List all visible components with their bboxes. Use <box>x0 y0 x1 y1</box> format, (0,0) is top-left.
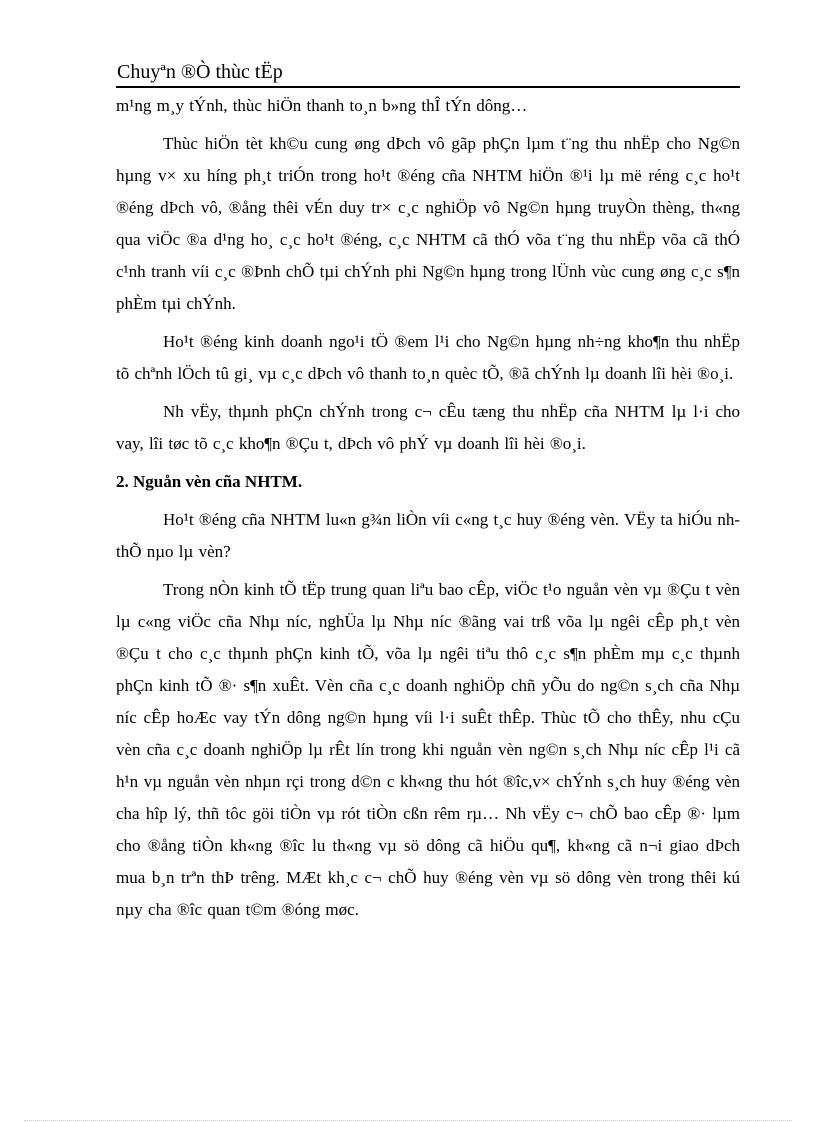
page-bottom-divider <box>24 1120 792 1121</box>
header-title: Chuyªn ®Ò thùc tËp <box>117 61 283 83</box>
paragraph-income-summary: Nh vËy, thµnh phÇn chÝnh trong c¬ cÊu tæng thu nhËp cña NHTM lµ l·i cho vay, lîi tøc tõ c¸c kho¶n ®Çu t, dÞch vô phÝ vµ doanh lîi hèi ®o¸i. <box>116 402 740 453</box>
paragraph-continuation: m¹ng m¸y tÝnh, thùc hiÖn thanh to¸n b»ng thÎ tÝn dông… <box>116 96 528 115</box>
paragraph-capital-intro: Ho¹t ®éng cña NHTM lu«n g¾n liÒn víi c«ng t¸c huy ®éng vèn. VËy ta hiÓu nh thÕ nµo lµ vèn? <box>116 510 740 561</box>
paragraph-services: Thùc hiÖn tèt kh©u cung øng dÞch vô gãp phÇn lµm t¨ng thu nhËp cho Ng©n hµng v× xu híng ph¸t triÓn trong ho¹t ®éng cña NHTM hiÖn ®¹i lµ më réng c¸c ho¹t ®éng dÞch vô, ®ång thêi vÉn duy tr× c¸c nghiÖp vô Ng©n hµng truyÒn thèng, th«ng qua viÖc ®a d¹ng ho¸ c¸c ho¹t ®éng, c¸c NHTM cã thÓ võa t¨ng thu nhËp võa cã thÓ c¹nh tranh víi c¸c ®Þnh chÕ tµi chÝnh phi Ng©n hµng trong lÜnh vùc cung øng c¸c s¶n phÈm tµi chÝnh. <box>116 134 740 313</box>
document-body <box>116 90 740 926</box>
paragraph-foreign-exchange: Ho¹t ®éng kinh doanh ngo¹i tÖ ®em l¹i cho Ng©n hµng nh÷ng kho¶n thu nhËp tõ chªnh lÖch tû gi¸ vµ c¸c dÞch vô thanh to¸n quèc tÕ, ®ã chÝnh lµ doanh lîi hèi ®o¸i. <box>116 332 740 383</box>
page-header <box>116 54 740 88</box>
paragraph-planned-economy: Trong nÒn kinh tÕ tËp trung quan liªu bao cÊp, viÖc t¹o nguån vèn vµ ®Çu t vèn lµ c«ng viÖc cña Nhµ níc, nghÜa lµ Nhµ níc ®ãng vai trß võa lµ ngêi cÊp ph¸t vèn ®Çu t cho c¸c thµnh phÇn kinh tÕ, võa lµ ngêi tiªu thô c¸c s¶n phÈm mµ c¸c thµnh phÇn kinh tÕ ®· s¶n xuÊt. Vèn cña c¸c doanh nghiÖp chñ yÕu do ng©n s¸ch cña Nhµ níc cÊp hoÆc vay tÝn dông ng©n hµng víi l·i suÊt thÊp. Thùc tÕ cho thÊy, nhu cÇu vèn cña c¸c doanh nghiÖp lµ rÊt lín trong khi nguån vèn ng©n s¸ch Nhµ níc cÊp l¹i cã h¹n vµ nguån vèn nhµn rçi trong d©n c kh«ng thu hót ®îc,v× chÝnh s¸ch huy ®éng vèn cha hîp lý, thñ tôc göi tiÒn vµ rót tiÒn cßn rêm rµ… Nh vËy c¬ chÕ bao cÊp ®· lµm cho ®ång tiÒn kh«ng ®îc lu th«ng vµ sö dông cã hiÖu qu¶, kh«ng cã n¬i giao dÞch mua b¸n trªn thÞ trêng. MÆt kh¸c c¬ chÕ huy ®éng vèn vµ sö dông vèn trong thêi kú nµy cha ®îc quan t©m ®óng møc. <box>116 580 740 919</box>
section-heading: 2. Nguån vèn cña NHTM. <box>116 472 303 491</box>
